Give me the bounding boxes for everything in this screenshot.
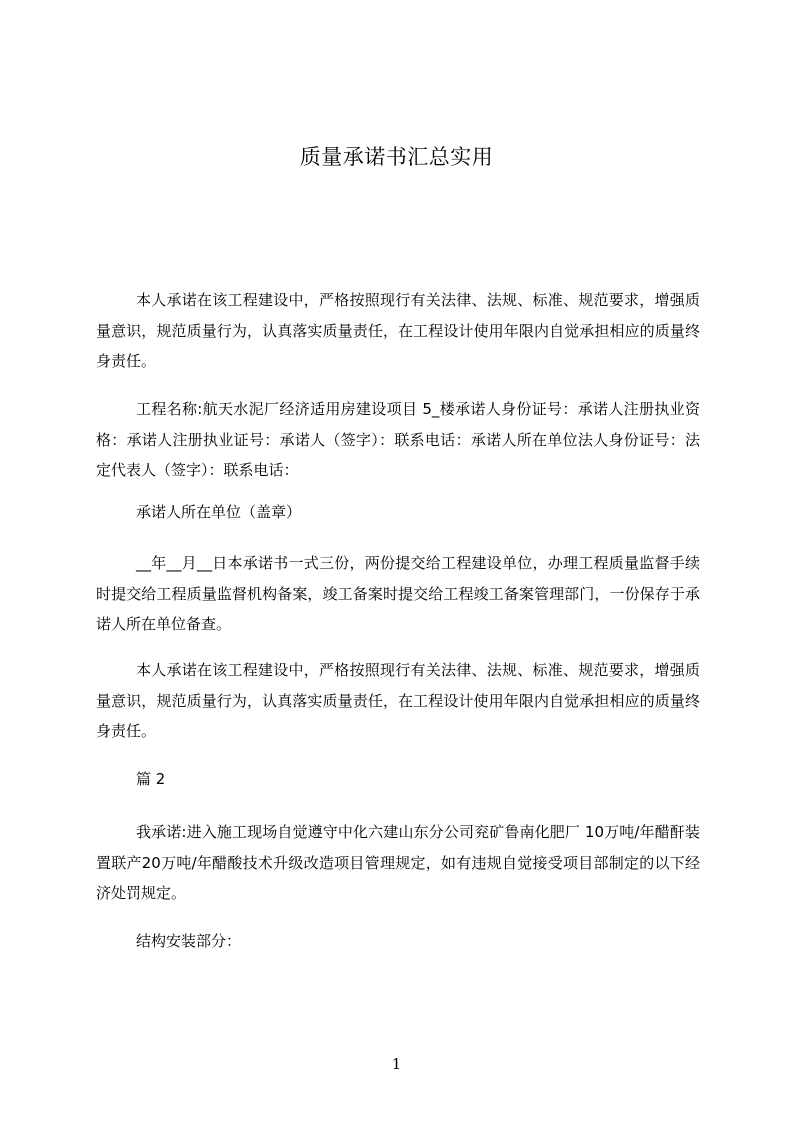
document-title: 质量承诺书汇总实用 — [299, 145, 494, 169]
paragraph-date-copies: __年__月__日本承诺书一式三份，两份提交给工程建设单位，办理工程质量监督手续时提交给工程质量监督机构备案，竣工备案时提交给工程竣工备案管理部门，一份保存于承诺人所在单位备查。 — [96, 554, 700, 633]
paragraph-unit-seal: 承诺人所在单位（盖章） — [136, 503, 302, 521]
paragraph-project-info: 工程名称:航天水泥厂经济适用房建设项目 5_楼承诺人身份证号：承诺人注册执业资格：承诺人注册执业证号：承诺人（签字）：联系电话：承诺人所在单位法人身份证号：法定代表人（签字）：联系电话： — [96, 400, 700, 479]
section-heading-part-2: 篇 2 — [136, 770, 166, 788]
paragraph-structure-section: 结构安装部分： — [136, 932, 242, 950]
page-number: 1 — [391, 1055, 402, 1073]
paragraph-site-commitment: 我承诺:进入施工现场自觉遵守中化六建山东分公司兖矿鲁南化肥厂 10万吨/年醋酐装置联产20万吨/年醋酸技术升级改造项目管理规定，如有违规自觉接受项目部制定的以下经济处罚规定。 — [96, 823, 700, 902]
paragraph-commitment-1: 本人承诺在该工程建设中，严格按照现行有关法律、法规、标准、规范要求，增强质量意识，规范质量行为，认真落实质量责任，在工程设计使用年限内自觉承担相应的质量终身责任。 — [96, 291, 700, 370]
paragraph-commitment-2: 本人承诺在该工程建设中，严格按照现行有关法律、法规、标准、规范要求，增强质量意识，规范质量行为，认真落实质量责任，在工程设计使用年限内自觉承担相应的质量终身责任。 — [96, 661, 700, 740]
